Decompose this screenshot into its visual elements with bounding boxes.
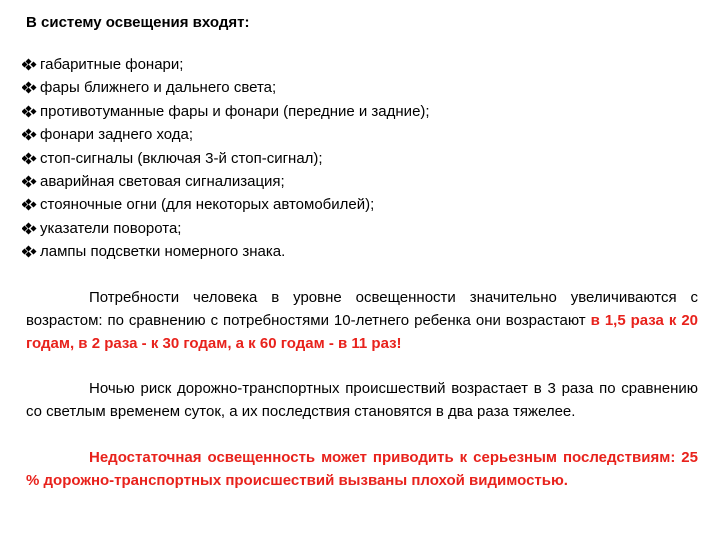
list-item (26, 170, 698, 193)
diamond-bullet-icon (22, 222, 39, 235)
age-lighting-needs-emphasis: в 1,5 раза к 20 годам, в 2 раза - к 30 годам, а к 60 годам - в 11 раз! (26, 311, 698, 353)
list-item-text: противотуманные фары и фонари (передние и задние); (40, 102, 430, 120)
list-item (26, 193, 698, 216)
list-item (26, 123, 698, 146)
list-item-text: лампы подсветки номерного знака. (40, 243, 286, 261)
diamond-bullet-icon (22, 58, 39, 71)
list-item-text: фары ближнего и дальнего света; (40, 79, 277, 97)
diamond-bullet-icon (22, 81, 39, 94)
lighting-components-list (26, 53, 698, 264)
lighting-system-heading: В систему освещения входят: (26, 14, 250, 31)
list-item (26, 76, 698, 99)
age-lighting-needs-text: Потребности человека в уровне освещенности значительно увеличиваются с возрастом: по сравнению с потребностями 10-летнего ребенка они возрастают (26, 288, 698, 329)
list-item-text: габаритные фонари; (40, 56, 184, 73)
list-item (26, 53, 698, 76)
diamond-bullet-icon (22, 245, 39, 258)
diamond-bullet-icon (22, 175, 39, 188)
diamond-bullet-icon (22, 128, 39, 141)
list-item-text: стояночные огни (для некоторых автомобилей); (40, 196, 375, 214)
night-risk-paragraph: Ночью риск дорожно-транспортных происшествий возрастает в 3 раза по сравнению со светлым временем суток, а их последствия становятся в два раза тяжелее. (26, 380, 698, 421)
list-item-text: указатели поворота; (40, 219, 182, 237)
age-lighting-needs-paragraph (26, 286, 698, 356)
list-item-text: стоп-сигналы (включая 3-й стоп-сигнал); (40, 149, 323, 167)
diamond-bullet-icon (22, 152, 39, 165)
poor-visibility-warning-paragraph: Недостаточная освещенность может приводить к серьезным последствиям: 25 % дорожно-транспортных происшествий вызваны плохой видимостью. (26, 448, 698, 489)
list-item (26, 217, 698, 240)
list-item (26, 240, 698, 263)
list-item-text: аварийная световая сигнализация; (40, 173, 285, 191)
list-item (26, 147, 698, 170)
diamond-bullet-icon (22, 105, 39, 118)
diamond-bullet-icon (22, 198, 39, 211)
list-item (26, 100, 698, 123)
list-item-text: фонари заднего хода; (40, 126, 194, 144)
